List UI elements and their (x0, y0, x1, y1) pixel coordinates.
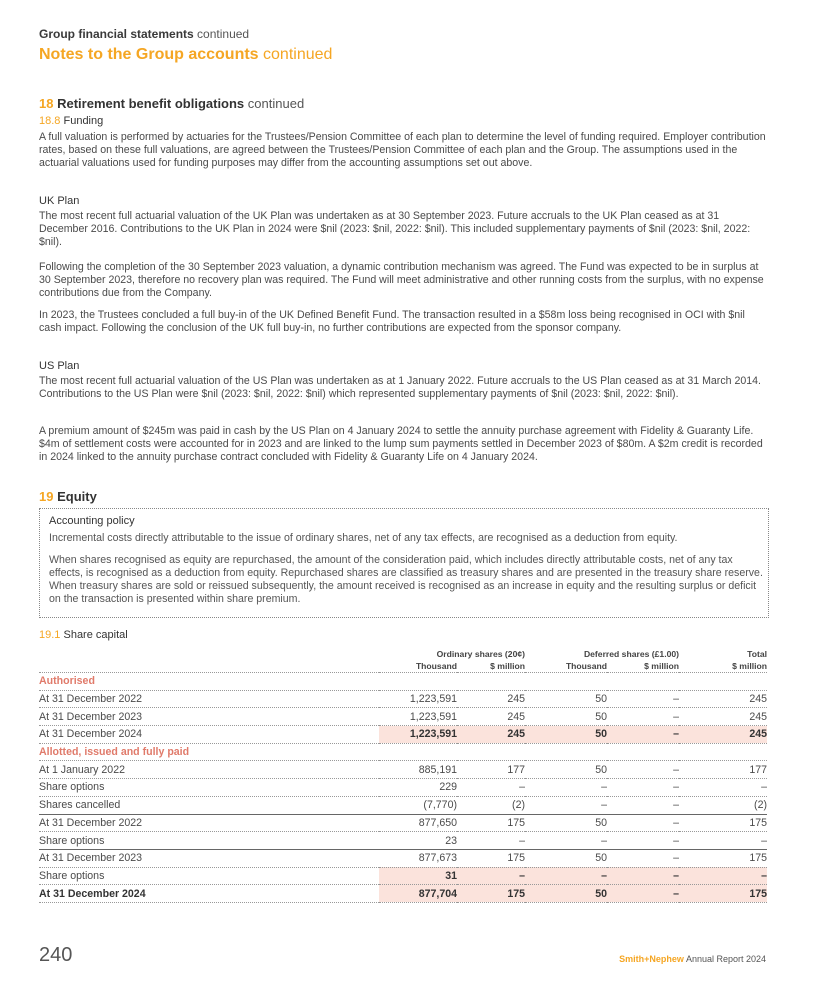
uk-plan-heading: UK Plan (39, 195, 80, 207)
col-deferred-thousand: Thousand (525, 660, 607, 673)
table-column-header (39, 660, 767, 673)
table-row-highlight: At 31 December 2024 1,223,591 245 50 – 245 (39, 726, 767, 744)
note-18-8-heading: 18.8 Funding (39, 115, 104, 127)
share-capital-table (39, 648, 767, 903)
col-ordinary-million: $ million (457, 660, 525, 673)
col-total-million: $ million (679, 660, 767, 673)
table-row: Shares cancelled (7,770) (2) – – (2) (39, 799, 767, 812)
total-header: Total (747, 649, 767, 659)
footer-brand: Smith+Nephew Annual Report 2024 (619, 954, 766, 964)
table-row: Share options 23 – – – – (39, 834, 767, 847)
col-ordinary-thousand: Thousand (379, 660, 457, 673)
table-row-highlight: Share options 31 – – – – (39, 867, 767, 885)
uk-plan-paragraph-3: In 2023, the Trustees concluded a full buy-in of the UK Defined Benefit Fund. The transaction resulted in a $58m loss being recognised in OCI with $nil cash impact. Following the conclusion of the UK full buy-in, no further contributions are expected from the sponsor company. (39, 309, 745, 335)
funding-paragraph: A full valuation is performed by actuaries for the Trustees/Pension Committee of each plan to determine the level of funding required. Employer contribution rates, based on these full valuations, are agreed between the Trustees/Pension Committee of each plan and the Group. The assumptions used in the actuarial valuations used for funding purposes may differ from the accounting assumptions set out above. (39, 131, 766, 170)
ordinary-shares-header: Ordinary shares (20¢) (436, 649, 525, 659)
note-18-heading: 18 Retirement benefit obligations continued (39, 96, 305, 111)
policy-title: Accounting policy (49, 515, 135, 527)
note-19-heading: 19 Equity (39, 489, 97, 504)
table-group-header (39, 648, 767, 660)
accounting-policy-box (39, 508, 769, 618)
section-header: Group financial statements continued (39, 27, 250, 41)
table-row: At 31 December 2022 1,223,591 245 50 – 245 (39, 690, 767, 708)
uk-plan-paragraph-1: The most recent full actuarial valuation of the UK Plan was undertaken as at 30 September 2023. Future accruals to the UK Plan ceased as at 31 December 2016. Contributions to the UK Plan in 2024 were $nil (2023: $nil, 2022: $nil). This included supplementary payments of $nil (2023: $nil, 2022: $nil). (39, 210, 751, 249)
note-19-1-heading: 19.1 Share capital (39, 629, 128, 641)
us-plan-paragraph-1: The most recent full actuarial valuation of the US Plan was undertaken as at 1 January 2022. Future accruals to the US Plan ceased as at 31 March 2014. Contributions to the US Plan were $nil (2023: $nil, 2022: $nil) which represented supplementary payments of $nil (2023: $nil, 2022: $nil). (39, 375, 761, 401)
table-row-total: At 31 December 2024 877,704 175 50 – 175 (39, 885, 767, 903)
page-number: 240 (39, 944, 73, 966)
table-row: At 31 December 2022 877,650 175 50 – 175 (39, 814, 767, 832)
table-row: At 1 January 2022 885,191 177 50 – 177 (39, 761, 767, 779)
group-row-allotted: Allotted, issued and fully paid (39, 743, 767, 761)
uk-plan-paragraph-2: Following the completion of the 30 September 2023 valuation, a dynamic contribution mechanism was agreed. The Fund was expected to be in surplus at 30 September 2023, therefore no recovery plan was required. The Fund will meet administrative and other running costs from the surplus, with no expense contributions due from the Company. (39, 261, 764, 300)
deferred-shares-header: Deferred shares (£1.00) (583, 649, 679, 659)
us-plan-heading: US Plan (39, 360, 80, 372)
col-deferred-million: $ million (607, 660, 679, 673)
table-row: At 31 December 2023 877,673 175 50 – 175 (39, 849, 767, 867)
policy-paragraph-2: When shares recognised as equity are repurchased, the amount of the consideration paid, which includes directly attributable costs, net of any tax effects, is recognised as a deduction from equity. Repurchased shares are classified as treasury shares and are presented in the treasury share reserve. When treasury shares are sold or reissued subsequently, the amount received is recognised as an increase in equity and the resulting surplus or deficit on the transaction is presented within share premium. (49, 554, 763, 605)
table-row: At 31 December 2023 1,223,591 245 50 – 245 (39, 708, 767, 726)
table-row: Share options 229 – – – – (39, 779, 767, 797)
page-title: Notes to the Group accounts continued (39, 46, 333, 63)
policy-paragraph-1: Incremental costs directly attributable to the issue of ordinary shares, net of any tax effects, are recognised as a deduction from equity. (49, 532, 678, 544)
us-plan-paragraph-2: A premium amount of $245m was paid in cash by the US Plan on 4 January 2024 to settle the annuity purchase agreement with Fidelity & Guaranty Life. $4m of settlement costs were accounted for in 2023 and are linked to the lump sum payments settled in December 2023 of $80m. A $2m credit is recorded in 2024 linked to the annuity purchase contract concluded with Fidelity & Guaranty Life on 4 January 2024. (39, 425, 763, 464)
group-row-authorised: Authorised (39, 673, 767, 691)
